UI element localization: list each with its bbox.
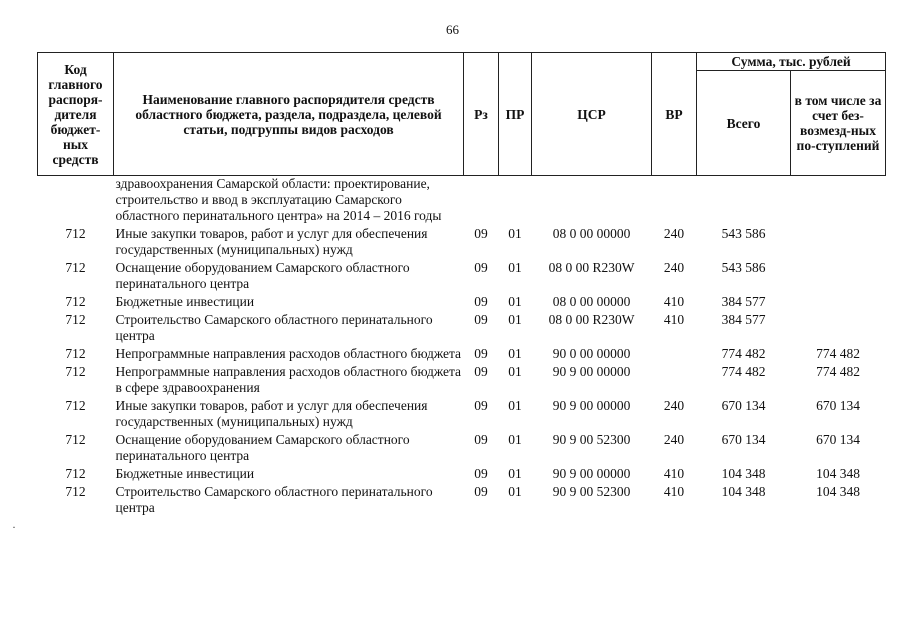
scan-mark: · bbox=[12, 520, 16, 534]
row-rz: 09 bbox=[474, 226, 488, 241]
row-rz: 09 bbox=[474, 346, 488, 361]
row-pr: 01 bbox=[508, 398, 522, 413]
row-code bbox=[38, 176, 114, 227]
row-total: 774 482 bbox=[721, 346, 766, 361]
row-vr: 240 bbox=[663, 260, 685, 275]
row-code: 712 bbox=[65, 260, 86, 275]
row-rz: 09 bbox=[474, 466, 488, 481]
row-name: Оснащение оборудованием Самарского областного перинатального центра bbox=[115, 432, 410, 463]
row-free: 104 348 bbox=[816, 484, 860, 499]
row-csr: 90 9 00 00000 bbox=[552, 466, 631, 481]
row-name: Непрограммные направления расходов областного бюджета в сфере здравоохранения bbox=[115, 364, 462, 395]
row-vr: 410 bbox=[663, 294, 685, 309]
row-name: Строительство Самарского областного перинатального центра bbox=[115, 484, 433, 515]
row-name: Иные закупки товаров, работ и услуг для обеспечения государственных (муниципальных) нужд bbox=[115, 226, 428, 257]
row-code: 712 bbox=[65, 226, 86, 241]
row-free: 670 134 bbox=[816, 398, 860, 413]
row-code: 712 bbox=[65, 398, 86, 413]
row-total: 104 348 bbox=[721, 484, 766, 499]
row-vr: 410 bbox=[663, 484, 685, 499]
row-vr bbox=[652, 346, 697, 364]
row-free bbox=[791, 312, 886, 346]
row-vr: 410 bbox=[663, 312, 685, 327]
row-name: Строительство Самарского областного перинатального центра bbox=[115, 312, 433, 343]
row-name: здравоохранения Самарской области: проектирование, строительство и ввод в эксплуатацию Самарского областного перинатального центра» на 2014 – 2016 годы bbox=[115, 176, 442, 223]
row-csr: 90 9 00 52300 bbox=[552, 484, 631, 499]
row-free bbox=[791, 176, 886, 227]
row-total: 670 134 bbox=[721, 432, 766, 447]
table-row bbox=[38, 312, 886, 346]
row-csr: 90 9 00 52300 bbox=[552, 432, 631, 447]
row-free: 774 482 bbox=[816, 346, 860, 361]
row-csr bbox=[532, 176, 652, 227]
row-pr: 01 bbox=[508, 226, 522, 241]
row-rz: 09 bbox=[474, 294, 488, 309]
row-name: Оснащение оборудованием Самарского областного перинатального центра bbox=[115, 260, 410, 291]
table-row bbox=[38, 484, 886, 518]
table-row bbox=[38, 398, 886, 432]
table-row bbox=[38, 176, 886, 227]
row-free bbox=[791, 226, 886, 260]
row-rz: 09 bbox=[474, 312, 488, 327]
table-row bbox=[38, 364, 886, 398]
row-rz: 09 bbox=[474, 432, 488, 447]
row-pr: 01 bbox=[508, 346, 522, 361]
header-rz: Рз bbox=[464, 53, 499, 176]
row-csr: 90 9 00 00000 bbox=[552, 364, 631, 379]
row-free: 774 482 bbox=[816, 364, 860, 379]
row-free bbox=[791, 294, 886, 312]
row-csr: 08 0 00 R230W bbox=[548, 260, 635, 275]
row-total: 774 482 bbox=[721, 364, 766, 379]
header-sum: Сумма, тыс. рублей bbox=[697, 53, 886, 71]
row-total: 543 586 bbox=[721, 260, 766, 275]
row-code: 712 bbox=[65, 346, 86, 361]
table-row bbox=[38, 346, 886, 364]
row-pr: 01 bbox=[508, 364, 522, 379]
table-row bbox=[38, 466, 886, 484]
header-name: Наименование главного распорядителя средств областного бюджета, раздела, подраздела, целевой статьи, подгруппы видов расходов bbox=[114, 53, 464, 176]
row-name: Бюджетные инвестиции bbox=[115, 294, 255, 309]
row-code: 712 bbox=[65, 466, 86, 481]
table-row bbox=[38, 260, 886, 294]
row-vr: 240 bbox=[663, 432, 685, 447]
table-row bbox=[38, 432, 886, 466]
row-vr: 410 bbox=[663, 466, 685, 481]
row-free: 104 348 bbox=[816, 466, 860, 481]
table-header bbox=[38, 53, 886, 176]
row-rz: 09 bbox=[474, 260, 488, 275]
row-total: 543 586 bbox=[721, 226, 766, 241]
header-code: Код главного распоря-дителя бюджет-ных средств bbox=[38, 53, 114, 176]
row-total: 104 348 bbox=[721, 466, 766, 481]
row-free bbox=[791, 260, 886, 294]
row-vr: 240 bbox=[663, 226, 685, 241]
header-pr: ПР bbox=[499, 53, 532, 176]
table-body bbox=[38, 176, 886, 519]
row-total: 670 134 bbox=[721, 398, 766, 413]
row-total bbox=[697, 176, 791, 227]
header-csr: ЦСР bbox=[532, 53, 652, 176]
row-csr: 08 0 00 00000 bbox=[552, 294, 631, 309]
table-row bbox=[38, 294, 886, 312]
row-vr bbox=[652, 176, 697, 227]
row-name: Иные закупки товаров, работ и услуг для обеспечения государственных (муниципальных) нужд bbox=[115, 398, 428, 429]
row-pr bbox=[499, 176, 532, 227]
row-pr: 01 bbox=[508, 466, 522, 481]
row-code: 712 bbox=[65, 312, 86, 327]
row-vr: 240 bbox=[663, 398, 685, 413]
row-rz bbox=[464, 176, 499, 227]
row-free: 670 134 bbox=[816, 432, 860, 447]
row-rz: 09 bbox=[474, 484, 488, 499]
row-total: 384 577 bbox=[721, 312, 766, 327]
header-total: Всего bbox=[697, 71, 791, 176]
row-rz: 09 bbox=[474, 364, 488, 379]
row-csr: 90 9 00 00000 bbox=[552, 398, 631, 413]
row-rz: 09 bbox=[474, 398, 488, 413]
header-free: в том числе за счет без-возмезд-ных по-ступлений bbox=[791, 71, 886, 176]
budget-table bbox=[37, 52, 886, 518]
row-csr: 90 0 00 00000 bbox=[552, 346, 631, 361]
row-code: 712 bbox=[65, 294, 86, 309]
row-pr: 01 bbox=[508, 484, 522, 499]
row-pr: 01 bbox=[508, 432, 522, 447]
row-name: Непрограммные направления расходов областного бюджета bbox=[115, 346, 462, 361]
page-number: 66 bbox=[446, 22, 459, 37]
row-code: 712 bbox=[65, 432, 86, 447]
table-row bbox=[38, 226, 886, 260]
row-csr: 08 0 00 R230W bbox=[548, 312, 635, 327]
row-name: Бюджетные инвестиции bbox=[115, 466, 255, 481]
row-csr: 08 0 00 00000 bbox=[552, 226, 631, 241]
row-pr: 01 bbox=[508, 260, 522, 275]
row-code: 712 bbox=[65, 364, 86, 379]
row-pr: 01 bbox=[508, 312, 522, 327]
row-total: 384 577 bbox=[721, 294, 766, 309]
row-vr bbox=[652, 364, 697, 398]
row-pr: 01 bbox=[508, 294, 522, 309]
row-code: 712 bbox=[65, 484, 86, 499]
header-vr: ВР bbox=[652, 53, 697, 176]
